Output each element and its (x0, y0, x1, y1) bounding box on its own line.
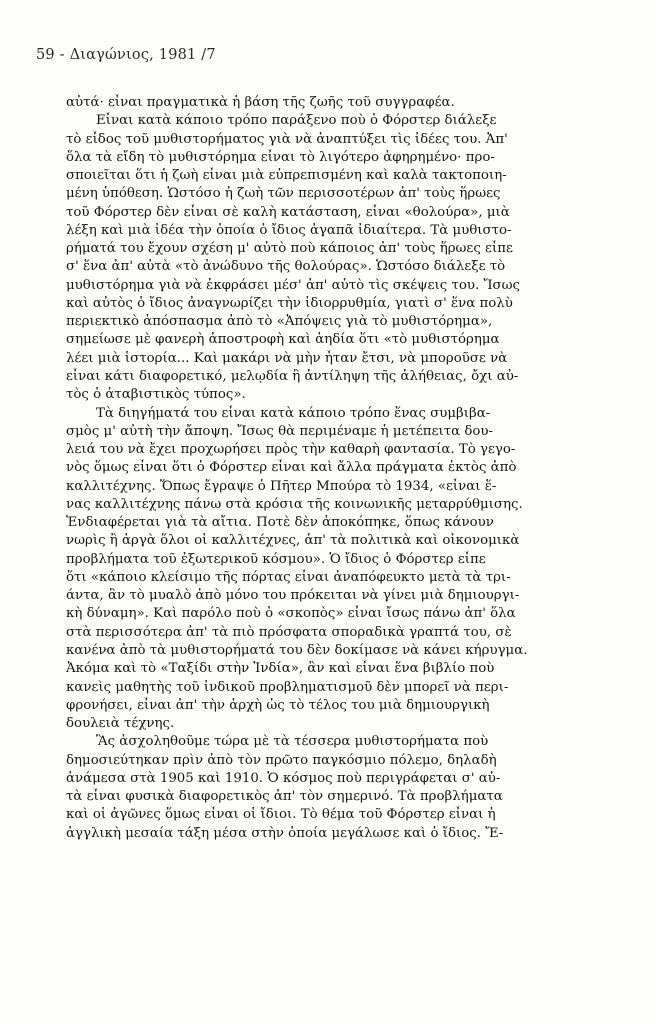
text-line: ἀγγλικὴ μεσαία τάξη μέσα στὴν ὁποία μεγάλωσε καὶ ὁ ἴδιος. Ἔ- (66, 825, 504, 841)
text-line: ὅτι «κάποιο κλείσιμο τῆς πόρτας εἶναι ἀναπόφευκτο μετὰ τὰ τρι- (66, 569, 511, 585)
text-line: νας καλλιτέχνης πάνω στὰ κρόσια τῆς κοινωνικῆς μεταρρύθμισης. (66, 496, 523, 512)
text-line: κανένα ἀπὸ τὰ μυθιστορήματά του δὲν δοκίμασε νὰ κάνει κήρυγμα. (66, 642, 528, 658)
text-line: ὅλα τὰ εἴδη τὸ μυθιστόρημα εἶναι τὸ λιγότερο ἀφηρημένο· προ- (66, 149, 495, 165)
text-line: τὰ εἶναι φυσικὰ διαφορετικὸς ἀπ' τὸν σημερινό. Τὰ προβλήματα (66, 789, 503, 805)
text-line: σημείωσε μὲ φανερὴ ἀποστροφὴ καὶ ἀηδία ὅτι «τὸ μυθιστόρημα (66, 332, 500, 348)
text-line: νὸς ὅμως εἶναι ὅτι ὁ Φόρστερ εἶναι καὶ ἄλλα πράγματα ἐκτὸς ἀπὸ (66, 460, 517, 476)
text-line: Εἶναι κατὰ κάποιο τρόπο παράξενο ποὺ ὁ Φόρστερ διάλεξε (96, 113, 497, 129)
running-head: 59 - Διαγώνιος, 1981 /7 (36, 47, 216, 63)
text-line: δημοσιεύτηκαν πρὶν ἀπὸ τὸν πρῶτο παγκόσμιο πόλεμο, δηλαδὴ (66, 752, 497, 768)
text-line: καλλιτέχνης. Ὅπως ἔγραψε ὁ Πῆτερ Μπούρα τὸ 1934, «εἶναι ἕ- (66, 478, 497, 494)
text-line: τὸ εἶδος τοῦ μυθιστορήματος γιὰ νὰ ἀναπτύξει τὶς ἰδέες του. Ἀπ' (66, 131, 508, 147)
text-line: νωρὶς ἢ ἀργὰ ὅλοι οἱ καλλιτέχνες, ἀπ' τὰ πολιτικὰ καὶ οἰκονομικὰ (66, 533, 520, 549)
text-line: εἶναι κάτι διαφορετικό, μελῳδία ἢ ἀντίληψη τῆς ἀλήθειας, ὄχι αὐ- (66, 368, 519, 384)
text-line: περιεκτικὸ ἀπόσπασμα ἀπὸ τὸ «Ἀπόψεις γιὰ τὸ μυθιστόρημα», (66, 314, 493, 330)
text-line: Ἀκόμα καὶ τὸ «Ταξίδι στὴν Ἰνδία», ἂν καὶ εἶναι ἕνα βιβλίο ποὺ (66, 661, 495, 677)
text-line: σ' ἕνα ἀπ' αὐτὰ «τὸ ἀνώδυνο τῆς θολούρας». Ὡστόσο διάλεξε τὸ (66, 259, 506, 275)
text-line: προβλήματα τοῦ ἐξωτερικοῦ κόσμου». Ὁ ἴδιος ὁ Φόρστερ εἶπε (66, 551, 486, 567)
text-line: λέει μιὰ ἱστορία... Καὶ μακάρι νὰ μὴν ἦταν ἔτσι, νὰ μποροῦσε νὰ (66, 350, 508, 366)
text-line: κανεὶς μαθητὴς τοῦ ἰνδικοῦ προβληματισμοῦ δὲν μπορεῖ νὰ περι- (66, 679, 509, 695)
text-line: αὐτά· εἶναι πραγματικὰ ἡ βάση τῆς ζωῆς τοῦ συγγραφέα. (66, 95, 455, 110)
text-line: ρήματά του ἔχουν σχέση μ' αὐτὸ ποὺ κάποιος ἀπ' τοὺς ἥρωες εἶπε (66, 241, 513, 257)
text-line: ἀνάμεσα στὰ 1905 καὶ 1910. Ὁ κόσμος ποὺ περιγράφεται σ' αὐ- (66, 770, 501, 786)
text-line: μυθιστόρημα γιὰ νὰ ἐκφράσει μέσ' ἀπ' αὐτὸ τὶς σκέψεις του. Ἴσως (66, 277, 520, 293)
text-line: κὴ δύναμη». Καὶ παρόλο ποὺ ὁ «σκοπὸς» εἶναι ἴσως πάνω ἀπ' ὅλα (66, 606, 516, 622)
text-line: φρονήσει, εἶναι ἀπ' τὴν ἀρχὴ ὡς τὸ τέλος του μιὰ δημιουργικὴ (66, 697, 490, 713)
text-line: καὶ αὐτὸς ὁ ἴδιος ἀναγνωρίζει τὴν ἰδιορρυθμία, γιατὶ σ' ἕνα πολὺ (66, 295, 513, 311)
text-line: καὶ οἱ ἀγῶνες ὅμως εἶναι οἱ ἴδιοι. Τὸ θέμα τοῦ Φόρστερ εἶναι ἡ (66, 807, 496, 823)
text-line: Ἂς ἀσχοληθοῦμε τώρα μὲ τὰ τέσσερα μυθιστορήματα ποὺ (96, 734, 489, 750)
body-text (66, 94, 594, 843)
text-line: στὰ περισσότερα ἀπ' τὰ πιὸ πρόσφατα σποραδικὰ γραπτά του, σὲ (66, 624, 512, 640)
text-line: Ἐνδιαφέρεται γιὰ τὰ αἴτια. Ποτὲ δὲν ἀποκόπηκε, ὅπως κάνουν (66, 515, 494, 531)
text-line: τὸς ὁ ἀταβιστικὸς τύπος». (66, 387, 246, 403)
text-line: τοῦ Φόρστερ δὲν εἶναι σὲ καλὴ κατάσταση, εἶναι «θολούρα», μιὰ (66, 204, 510, 220)
text-line: σμὸς μ' αὐτὴ τὴν ἄποψη. Ἴσως θὰ περιμέναμε ἡ μετέπειτα δου- (66, 423, 494, 439)
text-line: λειά του νὰ ἔχει προχωρήσει πρὸς τὴν καθαρὴ φαντασία. Τὸ γεγο- (66, 442, 516, 458)
text-line: δουλειὰ τέχνης. (66, 716, 175, 732)
text-line: σποιεῖται ὅτι ἡ ζωὴ εἶναι μιὰ εὐπρεπισμένη καὶ καλὰ τακτοποιη- (66, 168, 507, 184)
text-line: μένη ὑπόθεση. Ὡστόσο ἡ ζωὴ τῶν περισσοτέρων ἀπ' τοὺς ἥρωες (66, 186, 501, 202)
text-line: Τὰ διηγήματά του εἶναι κατὰ κάποιο τρόπο ἕνας συμβιβα- (96, 405, 491, 421)
text-line: λέξη καὶ μιὰ ἰδέα τὴν ὁποία ὁ ἴδιος ἀγαπᾶ ἰδιαίτερα. Τὰ μυθιστο- (66, 222, 512, 238)
text-line: άντα, ἂν τὸ μυαλὸ ἀπὸ μόνο του πρόκειται νὰ γίνει μιὰ δημιουργι- (66, 588, 520, 604)
